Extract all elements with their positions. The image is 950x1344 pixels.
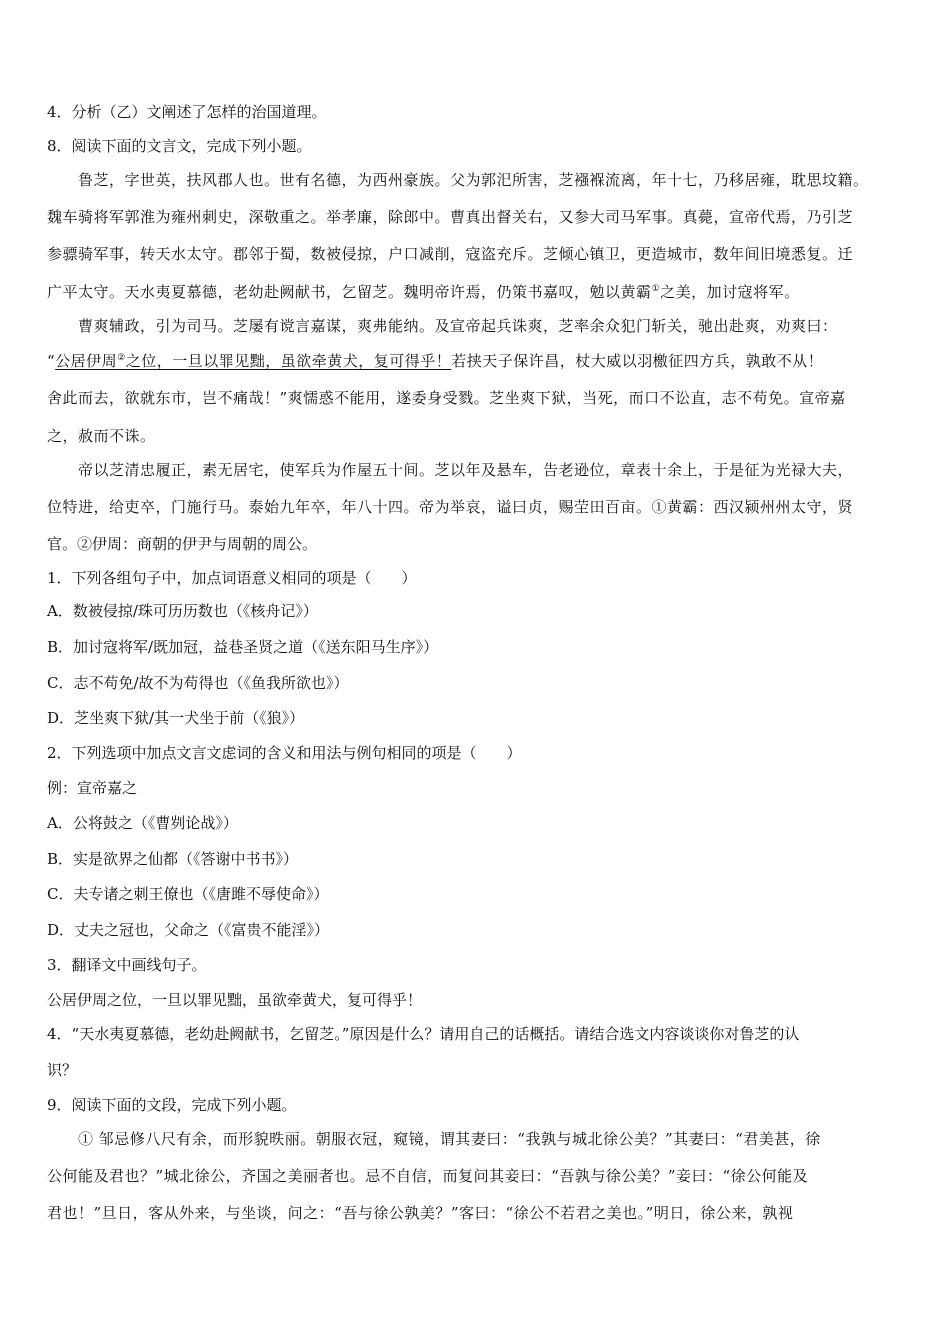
option-a: A．数被侵掠/珠可历历数也（《核舟记》） (47, 602, 318, 620)
passage-line: 之，赦而不诛。 (47, 427, 156, 445)
question-4-analysis: 4．分析（乙）文阐述了怎样的治国道理。 (47, 103, 327, 121)
passage-line (47, 351, 907, 371)
passage-line: 参骠骑军事，转天水太守。郡邻于蜀，数被侵掠，户口减削，寇盗充斥。芝倾心镇卫，更造城市，数年间旧境悉复。迁 (47, 245, 854, 263)
passage-text: 之美，加讨寇将军。 (660, 283, 800, 301)
question-4-cont: 识？ (47, 1061, 78, 1079)
passage-text: “ (47, 352, 56, 370)
question-3: 3．翻译文中画线句子。 (47, 956, 207, 974)
option-b: B．加讨寇将军/既加冠，益巷圣贤之道（《送东阳马生序》） (47, 638, 439, 656)
section-8-heading: 8．阅读下面的文言文，完成下列小题。 (47, 137, 312, 155)
option-d: D．丈夫之冠也，父命之（《富贵不能淫》） (47, 921, 330, 939)
option-a: A．公将鼓之（《曹刿论战》） (47, 814, 238, 832)
passage-text: 广平太守。天水夷夏慕德，老幼赴阙献书，乞留芝。魏明帝许焉，仍策书嘉叹，勉以黄霸 (47, 283, 652, 301)
passage-line: 君也！”旦日，客从外来，与坐谈，问之：“吾与徐公孰美？”客曰：“徐公不若君之美也。”明日，徐公来，孰视 (47, 1204, 794, 1222)
underlined-sentence: 公居伊周②之位，一旦以罪见黜，虽欲牵黄犬，复可得乎！ (55, 352, 452, 370)
question-4: 4．“天水夷夏慕德，老幼赴阙献书，乞留芝。”原因是什么？请用自己的话概括。请结合选文内容谈谈你对鲁芝的认 (47, 1025, 800, 1043)
option-c: C．志不苟免/故不为苟得也（《鱼我所欲也》） (47, 674, 349, 692)
section-9-heading: 9．阅读下面的文段，完成下列小题。 (47, 1096, 297, 1114)
passage-line: 魏车骑将军郭淮为雍州刺史，深敬重之。举孝廉，除郎中。曹真出督关右，又参大司马军事。真薨，宣帝代焉，乃引芝 (47, 208, 854, 226)
passage-line: 帝以芝清忠履正，素无居宅，使军兵为作屋五十间。芝以年及悬车，告老逊位，章表十余上，于是征为光禄大夫， (78, 461, 854, 479)
question-1: 1．下列各组句子中，加点词语意义相同的项是（ ） (47, 569, 417, 587)
passage-line: 公何能及君也？”城北徐公，齐国之美丽者也。忌不自信，而复问其妾曰：“吾孰与徐公美？”妾曰：“徐公何能及 (47, 1167, 809, 1185)
passage-line: 鲁芝，字世英，扶风郡人也。世有名德，为西州豪族。父为郭汜所害，芝襁褓流离，年十七，乃移居雍，耽思坟籍。 (78, 171, 869, 189)
passage-line (47, 282, 907, 302)
passage-text: 若挟天子保许昌，杖大威以羽檄征四方兵，孰敢不从！ (451, 352, 824, 370)
translation-sentence: 公居伊周之位，一旦以罪见黜，虽欲牵黄犬，复可得乎！ (47, 991, 423, 1009)
passage-line: ① 邹忌修八尺有余，而形貌昳丽。朝服衣冠，窥镜，谓其妻曰：“我孰与城北徐公美？”其妻曰：“君美甚，徐 (78, 1130, 821, 1148)
example-sentence: 例：宣帝嘉之 (47, 779, 138, 797)
passage-line: 舍此而去，欲就东市，岂不痛哉！”爽懦惑不能用，遂委身受戮。芝坐爽下狱，当死，而口不讼直，志不苟免。宣帝嘉 (47, 389, 846, 407)
option-b: B．实是欲界之仙都（《答谢中书书》） (47, 850, 299, 868)
option-c: C．夫专诸之刺王僚也（《唐雎不辱使命》） (47, 885, 329, 903)
passage-line: 位特进，给吏卒，门施行马。泰始九年卒，年八十四。帝为举哀，谥曰贞，赐茔田百亩。①黄霸：西汉颍州州太守，贤 (47, 498, 854, 516)
passage-line: 曹爽辅政，引为司马。芝屡有谠言嘉谋，爽弗能纳。及宣帝起兵诛爽，芝率余众犯门斩关，驰出赴爽，劝爽曰： (78, 317, 838, 335)
footnote-mark: ② (117, 353, 126, 363)
question-2: 2．下列选项中加点文言文虑词的含义和用法与例句相同的项是（ ） (47, 744, 522, 762)
option-d: D．芝坐爽下狱/其一犬坐于前（《狼》） (47, 709, 305, 727)
footnote-mark: ① (651, 284, 661, 294)
footnote-line: 官。②伊周：商朝的伊尹与周朝的周公。 (47, 535, 318, 553)
